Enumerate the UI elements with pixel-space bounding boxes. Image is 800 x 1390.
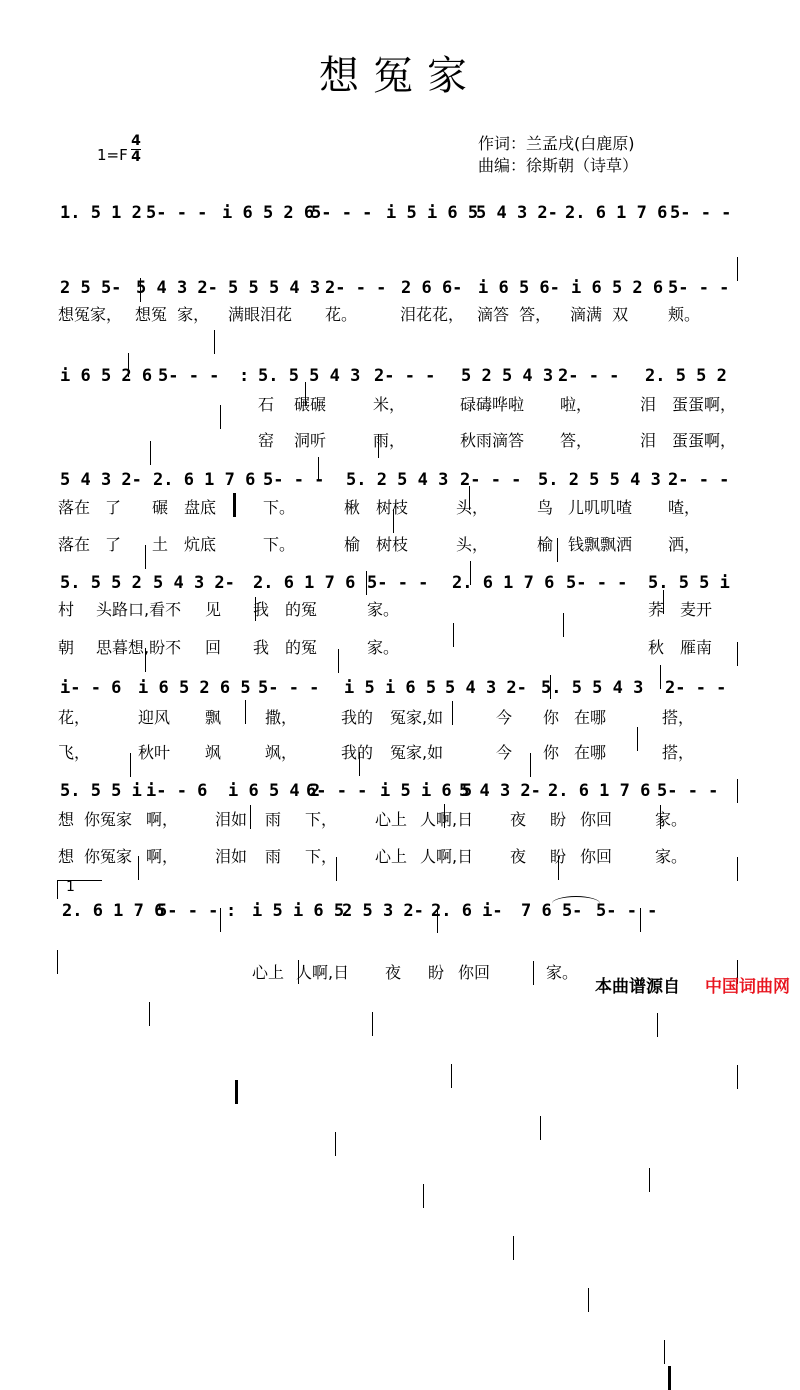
lyric-syllable: 夜 [385,963,402,982]
lyric-syllable: 思暮想,盼不 [96,638,182,657]
lyric-syllable: 你回 [580,847,613,866]
lyric-syllable: 想冤家， [58,305,123,324]
lyric-syllable: 盼 [428,963,445,982]
lyric-syllable: 树枝 [376,498,409,517]
measure: i 5 i 6 5 [386,203,479,223]
lyric-syllable: 儿叽叽喳 [568,498,633,517]
lyric-syllable: 你冤家 [84,847,133,866]
source-label: 本曲谱源自 [595,977,680,997]
measure: i 5 i 6 5 [380,781,473,801]
lyric-syllable: 头， [456,535,489,554]
lyric-syllable: 泪花花， [400,305,465,324]
lyric-syllable: 蛋蛋啊， [672,431,737,450]
lyric-syllable: 滴答 答， [477,305,552,324]
lyric-line-10 [0,808,800,832]
lyric-syllable: 家。 [367,638,400,657]
measure: 5- - - [367,573,429,593]
notation-line-7 [0,778,800,804]
measure: 5 4 3 2- [136,278,218,298]
measure: 2- - - [374,366,436,386]
lyric-syllable: 你回 [458,963,491,982]
lyric-syllable: 家。 [655,847,688,866]
lyric-syllable: 想 [58,847,75,866]
lyric-syllable: 滴满 双 [570,305,629,324]
lyric-syllable: 石 [258,395,275,414]
barline [372,1012,373,1036]
lyric-syllable: 洒， [668,535,701,554]
measure: 5. 5 5 i [60,781,142,801]
repeat-dots: : [239,366,250,386]
lyric-syllable: 盼 [550,847,567,866]
lyric-syllable: 蛋蛋啊， [672,395,737,414]
lyric-syllable: 啊， [146,847,179,866]
measure: 5- - - [311,203,373,223]
lyricist: 作词：兰孟戌(白鹿原) [478,134,635,153]
notation-line-4 [0,467,800,493]
lyric-syllable: 落在 [58,535,91,554]
lyric-syllable: 心上 [252,963,285,982]
barline [540,1116,541,1140]
lyric-syllable: 洞听 [294,431,327,450]
lyric-syllable: 家。 [367,600,400,619]
measure: 5- - - [157,901,219,921]
lyric-syllable: 啊， [146,810,179,829]
lyric-syllable: 飞， [58,743,91,762]
lyric-syllable: 下。 [263,498,296,517]
measure: 2 5 5- [60,278,122,298]
lyric-syllable: 人啊,日 [296,963,350,982]
key-signature: 1=F [97,146,128,164]
lyric-syllable: 想冤 家， [135,305,210,324]
lyric-syllable: 夜 [510,810,527,829]
lyric-syllable: 搭， [662,743,695,762]
measure: i- - 6 [146,781,208,801]
lyric-syllable: 榆 [344,535,361,554]
barline [649,1168,650,1192]
lyric-syllable: 你回 [580,810,613,829]
lyric-syllable: 满眼泪花 [228,305,293,324]
lyric-syllable: 见 [205,600,222,619]
lyric-syllable: 人啊,日 [420,810,474,829]
measure: 2- - - [460,470,522,490]
barline [149,1002,150,1026]
lyric-syllable: 的冤 [285,638,318,657]
lyric-syllable: 下， [305,847,338,866]
measure: 2. 6 1 7 6 [548,781,651,801]
volta-number: 1 [66,879,75,895]
measure: 5. 5 5 4 3 [541,678,644,698]
song-title: 想冤家 [319,53,481,99]
lyric-syllable: 头路口,看不 [96,600,182,619]
lyric-syllable: 冤家,如 [390,708,444,727]
measure: 2 6 6- [401,278,463,298]
lyric-syllable: 今 [496,708,513,727]
lyric-line-2 [0,393,800,417]
lyric-syllable: 泪如 [215,847,248,866]
lyric-syllable: 秋雨滴答 [460,431,525,450]
lyric-line-5 [0,533,800,557]
barline [423,1184,424,1208]
notation-line-5 [0,570,800,596]
measure: 5. 5 5 4 3 [258,366,361,386]
lyric-syllable: 撒， [265,708,298,727]
measure: 5- - - [566,573,628,593]
measure: i 6 5 2 6 [60,366,153,386]
lyric-syllable: 泪 [640,395,657,414]
lyric-syllable: 了 [105,498,122,517]
arranger: 曲编：徐斯朝（诗草） [478,156,639,175]
measure: i 5 i 6 5 [252,901,345,921]
lyric-syllable: 了 [105,535,122,554]
lyric-syllable: 迎风 [138,708,171,727]
repeat-dots: : [226,901,237,921]
lyric-syllable: 雁南 [680,638,713,657]
measure: 2 5 3 2- [342,901,424,921]
measure: 5- - - [146,203,208,223]
lyric-syllable: 飒 [205,743,222,762]
final-barline-thick [668,1366,671,1390]
lyric-syllable: 我的 [341,743,374,762]
notation-line-6 [0,675,800,701]
barline [451,1064,452,1088]
lyric-syllable: 花， [58,708,91,727]
lyric-syllable: 你 [543,743,560,762]
measure: 5- - - [657,781,719,801]
lyric-syllable: 人啊,日 [420,847,474,866]
lyric-syllable: 花。 [325,305,358,324]
lyric-line-3 [0,429,800,453]
lyric-syllable: 泪如 [215,810,248,829]
lyric-syllable: 搭， [662,708,695,727]
measure: 5 4 3 2- [459,781,541,801]
lyric-syllable: 榆 [537,535,554,554]
lyric-syllable: 下， [305,810,338,829]
repeat-end-barline [235,1080,238,1104]
lyric-syllable: 朝 [58,638,75,657]
lyric-syllable: 的冤 [285,600,318,619]
measure: 5. 5 5 i [648,573,730,593]
lyric-line-7 [0,636,800,660]
lyric-syllable: 碾 [152,498,169,517]
lyric-line-12 [0,961,800,985]
measure: i- - 6 [60,678,122,698]
lyric-syllable: 头， [456,498,489,517]
meter-top: 4 [131,133,141,149]
measure: 2- - - [668,470,730,490]
lyric-syllable: 飘 [205,708,222,727]
lyric-syllable: 碾碾 [294,395,327,414]
measure: 5- - - [668,278,730,298]
measure: 5 4 3 2- [153,573,235,593]
measure: i 6 5 4 2 [228,781,321,801]
measure: i 6 5 2 6 [571,278,664,298]
measure: i 6 5 2 6 [222,203,315,223]
lyric-line-9 [0,741,800,765]
measure: 6- - - [306,781,368,801]
lyric-syllable: 家。 [655,810,688,829]
notation-line-2 [0,275,800,301]
lyric-syllable: 你冤家 [84,810,133,829]
notation-line-3 [0,363,800,389]
lyric-syllable: 树枝 [376,535,409,554]
lyric-syllable: 雨 [265,810,282,829]
measure: 2. 6 i- [431,901,503,921]
lyric-syllable: 村 [58,600,75,619]
barline [214,330,215,354]
lyric-syllable: 荞 [648,600,665,619]
barline [513,1236,514,1260]
measure: 5. 2 5 4 3 [346,470,449,490]
lyric-syllable: 你 [543,708,560,727]
lyric-syllable: 窑 [258,431,275,450]
lyric-syllable: 啦， [560,395,593,414]
lyric-syllable: 盘底 [184,498,217,517]
lyric-syllable: 炕底 [184,535,217,554]
measure: 7 6 5- [521,901,583,921]
lyric-syllable: 心上 [375,810,408,829]
lyric-syllable: 落在 [58,498,91,517]
measure: 5- - - [596,901,658,921]
lyric-syllable: 冤家,如 [390,743,444,762]
measure: 2. 6 1 7 6 [565,203,668,223]
measure: 5 5 5 4 3 [228,278,321,298]
lyric-syllable: 我的 [341,708,374,727]
measure: 2- - - [665,678,727,698]
measure: 5 4 3 2- [60,470,142,490]
measure: 5 4 3 2- [445,678,527,698]
notation-line-1 [0,200,800,226]
lyric-syllable: 我 [253,638,270,657]
credits [478,133,638,177]
barline [588,1288,589,1312]
lyric-syllable: 想 [58,810,75,829]
lyric-syllable: 雨 [265,847,282,866]
measure: 2. 5 5 2 [645,366,727,386]
lyric-syllable: 碌碡哗啦 [460,395,525,414]
measure: 1. 5 1 2 [60,203,142,223]
measure: 2- - - [325,278,387,298]
measure: 2. 6 1 7 6 [452,573,555,593]
measure: i 5 i 6 5 [344,678,437,698]
lyric-syllable: 盼 [550,810,567,829]
measure: 2. 6 1 7 6 [153,470,256,490]
lyric-syllable: 回 [205,638,222,657]
measure: 2. 6 1 7 6 [253,573,356,593]
lyric-syllable: 答， [560,431,593,450]
measure: 5 2 5 4 3 [461,366,554,386]
lyric-syllable: 土 [152,535,169,554]
lyric-syllable: 飒， [265,743,298,762]
time-signature [130,134,142,165]
lyric-syllable: 在哪 [574,708,607,727]
lyric-syllable: 今 [496,743,513,762]
barline [737,257,738,281]
barline [657,1013,658,1037]
lyric-syllable: 下。 [263,535,296,554]
lyric-syllable: 楸 [344,498,361,517]
volta-bracket [57,880,102,899]
lyric-line-4 [0,496,800,520]
lyric-syllable: 夜 [510,847,527,866]
measure: 5- - - [258,678,320,698]
measure: i 6 5 6- [478,278,560,298]
measure: 5 4 3 2- [476,203,558,223]
lyric-syllable: 家。 [546,963,579,982]
measure: 5- - - [158,366,220,386]
lyric-syllable: 鸟 [537,498,554,517]
measure: 5. 5 5 2 [60,573,142,593]
final-barline-thin [664,1340,665,1364]
barline [737,1065,738,1089]
measure: 2. 6 1 7 6 [62,901,165,921]
lyric-line-11 [0,845,800,869]
measure: 5- - - [263,470,325,490]
lyric-syllable: 钱飘飘洒 [568,535,633,554]
notation-line-8 [0,898,800,924]
lyric-syllable: 泪 [640,431,657,450]
measure: i 6 5 2 6 5 [138,678,251,698]
lyric-syllable: 颊。 [668,305,701,324]
lyric-line-1 [0,303,800,327]
brand-watermark[interactable]: 中国词曲网 [705,977,790,997]
lyric-syllable: 雨， [373,431,406,450]
meter-bottom: 4 [131,149,141,165]
lyric-syllable: 秋叶 [138,743,171,762]
measure: 2- - - [558,366,620,386]
lyric-syllable: 米， [373,395,406,414]
lyric-syllable: 麦开 [680,600,713,619]
lyric-syllable: 我 [253,600,270,619]
barline [335,1132,336,1156]
measure: 5- - - [670,203,732,223]
lyric-syllable: 心上 [375,847,408,866]
lyric-syllable: 喳， [668,498,701,517]
lyric-line-6 [0,598,800,622]
measure: 5. 2 5 5 4 3 [538,470,661,490]
lyric-syllable: 秋 [648,638,665,657]
lyric-line-8 [0,706,800,730]
lyric-syllable: 在哪 [574,743,607,762]
